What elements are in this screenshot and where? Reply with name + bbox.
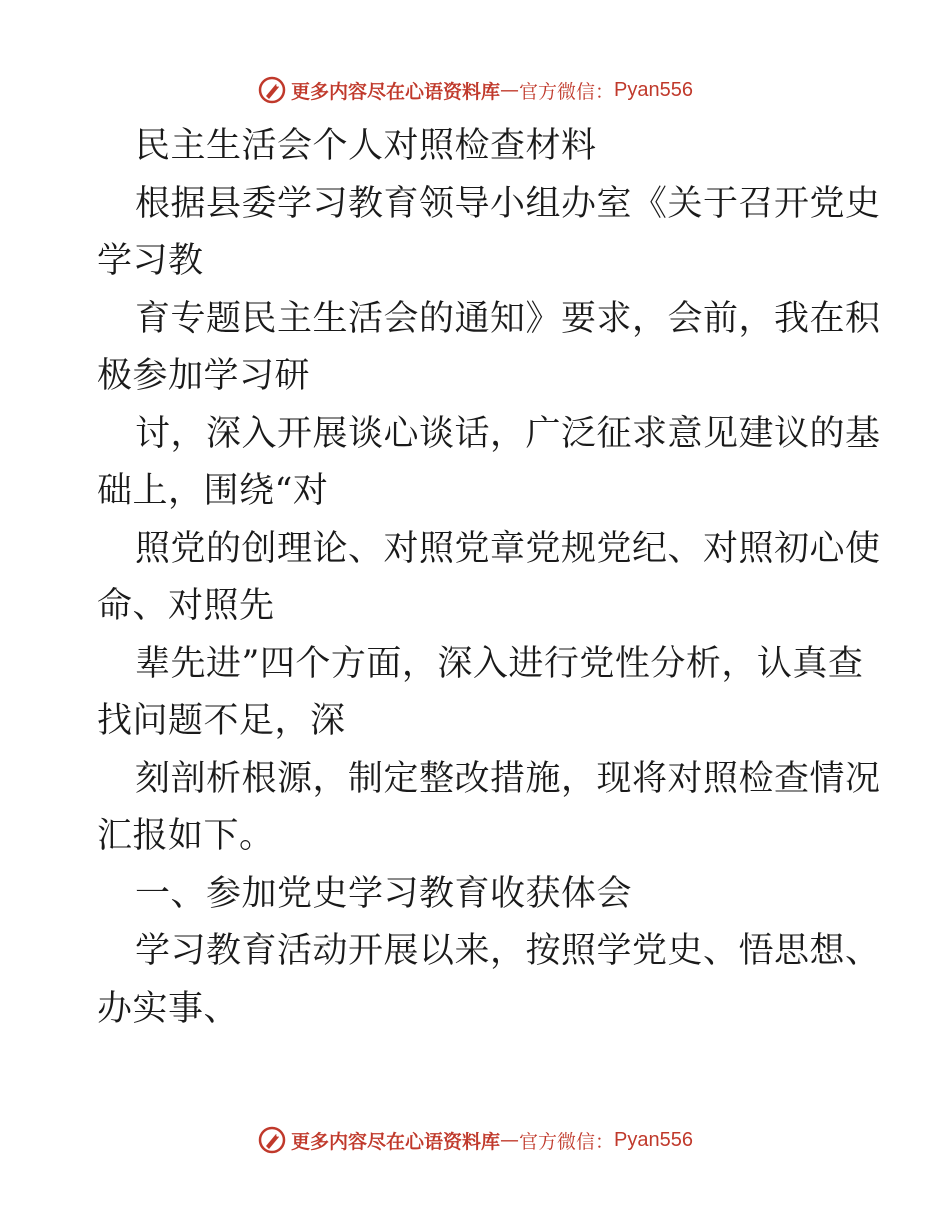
- paragraph-line: 命、对照先: [97, 586, 275, 626]
- footer-watermark-banner: [0, 1120, 950, 1160]
- banner-wechat-id: Pyan556: [614, 78, 693, 101]
- paragraph-line: 学习教: [97, 241, 204, 281]
- section-heading: 一、参加党史学习教育收获体会: [135, 873, 633, 914]
- header-watermark-banner: [0, 70, 950, 110]
- banner-wechat-label: 官方微信：: [519, 80, 615, 103]
- paragraph-line: 照党的创理论、对照党章党规党纪、对照初心使: [135, 528, 881, 569]
- paragraph-line: 学习教育活动开展以来，按照学党史、悟思想、: [135, 931, 881, 971]
- paragraph-line: 极参加学习研: [97, 356, 311, 396]
- paragraph-line: 育专题民主生活会的通知》要求，会前，我在积: [135, 298, 881, 339]
- document-title: 民主生活会个人对照检查材料: [135, 126, 597, 166]
- pen-nib-logo-icon: [257, 75, 287, 105]
- paragraph-line: 刻剖析根源，制定整改措施，现将对照检查情况: [135, 758, 881, 799]
- banner-brand-text: 更多内容尽在心语资料库: [291, 1130, 501, 1153]
- pen-nib-logo-icon: [257, 1125, 287, 1155]
- paragraph-line: 讨，深入开展谈心谈话，广泛征求意见建议的基: [135, 413, 881, 454]
- banner-wechat-id: Pyan556: [614, 1128, 693, 1151]
- document-body: [97, 118, 881, 1038]
- paragraph-line: 础上，围绕“对: [97, 471, 329, 511]
- banner-dash: —: [500, 1129, 520, 1151]
- banner-brand-text: 更多内容尽在心语资料库: [291, 80, 501, 103]
- banner-wechat-label: 官方微信：: [519, 1130, 615, 1153]
- banner-dash: —: [500, 79, 520, 101]
- paragraph-line: 根据县委学习教育领导小组办室《关于召开党史: [135, 183, 881, 224]
- paragraph-line: 找问题不足，深: [97, 701, 346, 741]
- paragraph-line: 汇报如下。: [97, 816, 275, 856]
- paragraph-line: 辈先进”四个方面，深入进行党性分析，认真查: [135, 643, 864, 684]
- paragraph-line: 办实事、: [97, 988, 240, 1029]
